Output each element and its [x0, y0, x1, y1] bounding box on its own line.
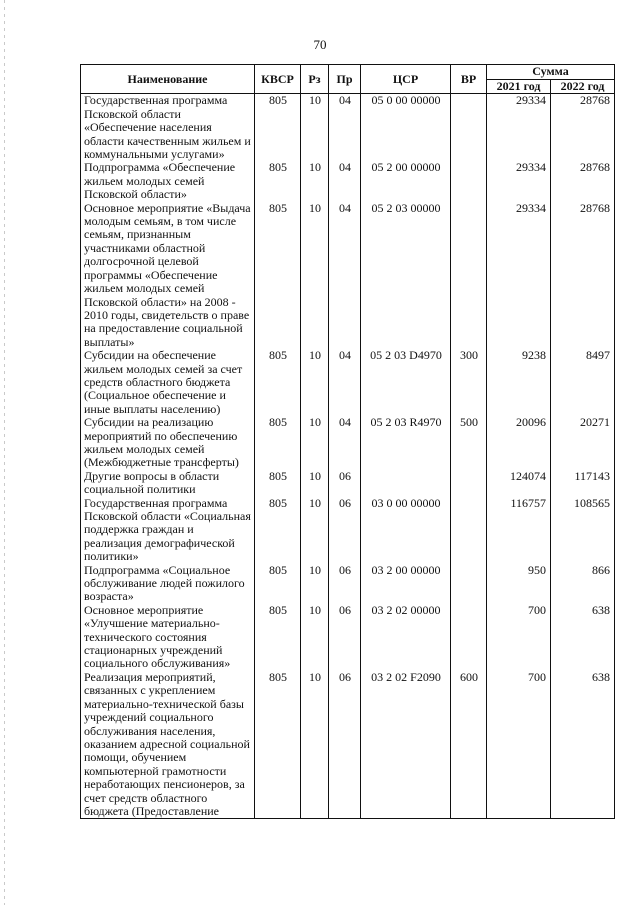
- cell-name: Подпрограмма «Социальное обслуживание людей пожилого возраста»: [81, 564, 255, 604]
- cell-y2022: 638: [551, 604, 615, 671]
- cell-kvsr: 805: [255, 202, 301, 349]
- cell-vr: 300: [451, 349, 487, 416]
- cell-pr: 04: [329, 202, 361, 349]
- cell-pr: 06: [329, 497, 361, 564]
- table-row: [81, 497, 615, 564]
- cell-rz: 10: [301, 604, 329, 671]
- cell-rz: 10: [301, 470, 329, 497]
- cell-y2021: 9238: [487, 349, 551, 416]
- cell-y2022: 866: [551, 564, 615, 604]
- cell-pr: 04: [329, 349, 361, 416]
- cell-kvsr: 805: [255, 349, 301, 416]
- cell-vr: [451, 604, 487, 671]
- cell-kvsr: 805: [255, 564, 301, 604]
- cell-csr: 05 2 03 00000: [361, 202, 451, 349]
- table-row: [81, 202, 615, 349]
- cell-vr: [451, 564, 487, 604]
- cell-y2022: 8497: [551, 349, 615, 416]
- cell-y2022: 28768: [551, 94, 615, 162]
- cell-kvsr: 805: [255, 416, 301, 470]
- table-body: [81, 94, 615, 819]
- cell-vr: [451, 202, 487, 349]
- header-sum: Сумма: [487, 65, 615, 80]
- cell-y2022: 117143: [551, 470, 615, 497]
- table-row: [81, 416, 615, 470]
- table-row: [81, 161, 615, 201]
- cell-vr: [451, 497, 487, 564]
- header-rz: Рз: [301, 65, 329, 94]
- cell-pr: 06: [329, 604, 361, 671]
- header-kvsr: КВСР: [255, 65, 301, 94]
- cell-vr: [451, 161, 487, 201]
- cell-pr: 06: [329, 671, 361, 819]
- cell-name: Государственная программа Псковской области «Социальная поддержка граждан и реализация демографической политики»: [81, 497, 255, 564]
- cell-name: Субсидии на обеспечение жильем молодых семей за счет средств областного бюджета (Социальное обеспечение и иные выплаты населению): [81, 349, 255, 416]
- cell-kvsr: 805: [255, 671, 301, 819]
- cell-pr: 06: [329, 564, 361, 604]
- header-year-2021: 2021 год: [487, 80, 551, 94]
- cell-y2021: 116757: [487, 497, 551, 564]
- cell-csr: [361, 470, 451, 497]
- cell-kvsr: 805: [255, 161, 301, 201]
- cell-y2022: 108565: [551, 497, 615, 564]
- cell-rz: 10: [301, 564, 329, 604]
- header-name: Наименование: [81, 65, 255, 94]
- cell-rz: 10: [301, 94, 329, 162]
- cell-y2022: 28768: [551, 161, 615, 201]
- table-row: [81, 94, 615, 162]
- table-row: [81, 604, 615, 671]
- cell-name: Основное мероприятие «Выдача молодым семьям, в том числе семьям, признанным участниками областной долгосрочной целевой программы «Обеспечение жильем молодых семей Псковской области» на 2008 - 2010 годы, свидетельств о праве на предоставление социальной выплаты»: [81, 202, 255, 349]
- cell-csr: 03 2 02 00000: [361, 604, 451, 671]
- cell-kvsr: 805: [255, 604, 301, 671]
- cell-y2021: 700: [487, 604, 551, 671]
- cell-y2022: 638: [551, 671, 615, 819]
- cell-pr: 04: [329, 94, 361, 162]
- cell-vr: [451, 470, 487, 497]
- cell-name: Другие вопросы в области социальной политики: [81, 470, 255, 497]
- cell-rz: 10: [301, 416, 329, 470]
- cell-rz: 10: [301, 161, 329, 201]
- header-year-2022: 2022 год: [551, 80, 615, 94]
- cell-y2021: 29334: [487, 202, 551, 349]
- cell-y2021: 124074: [487, 470, 551, 497]
- cell-rz: 10: [301, 497, 329, 564]
- table-row: [81, 671, 615, 819]
- cell-csr: 05 2 03 R4970: [361, 416, 451, 470]
- header-vr: ВР: [451, 65, 487, 94]
- cell-y2021: 29334: [487, 161, 551, 201]
- page-number: 70: [313, 37, 327, 52]
- cell-y2021: 29334: [487, 94, 551, 162]
- cell-kvsr: 805: [255, 497, 301, 564]
- cell-name: Реализация мероприятий, связанных с укреплением материально-технической базы учреждений социального обслуживания населения, оказанием адресной социальной помощи, обучением компьютерной грамотности неработающих пенсионеров, за счет средств областного бюджета (Предоставление: [81, 671, 255, 819]
- cell-vr: 600: [451, 671, 487, 819]
- cell-kvsr: 805: [255, 94, 301, 162]
- cell-name: Субсидии на реализацию мероприятий по обеспечению жильем молодых семей (Межбюджетные трансферты): [81, 416, 255, 470]
- scan-edge-artifact: [4, 0, 5, 905]
- cell-name: Государственная программа Псковской области «Обеспечение населения области качественным жильем и коммунальными услугами»: [81, 94, 255, 162]
- cell-rz: 10: [301, 202, 329, 349]
- header-pr: Пр: [329, 65, 361, 94]
- cell-csr: 05 2 00 00000: [361, 161, 451, 201]
- cell-y2022: 20271: [551, 416, 615, 470]
- cell-rz: 10: [301, 671, 329, 819]
- cell-csr: 05 0 00 00000: [361, 94, 451, 162]
- cell-y2021: 950: [487, 564, 551, 604]
- header-csr: ЦСР: [361, 65, 451, 94]
- cell-csr: 03 0 00 00000: [361, 497, 451, 564]
- cell-csr: 05 2 03 D4970: [361, 349, 451, 416]
- cell-vr: [451, 94, 487, 162]
- table-row: [81, 564, 615, 604]
- cell-pr: 04: [329, 161, 361, 201]
- cell-rz: 10: [301, 349, 329, 416]
- cell-pr: 06: [329, 470, 361, 497]
- cell-kvsr: 805: [255, 470, 301, 497]
- table-row: [81, 349, 615, 416]
- cell-y2021: 700: [487, 671, 551, 819]
- cell-csr: 03 2 02 F2090: [361, 671, 451, 819]
- cell-pr: 04: [329, 416, 361, 470]
- cell-csr: 03 2 00 00000: [361, 564, 451, 604]
- cell-name: Подпрограмма «Обеспечение жильем молодых семей Псковской области»: [81, 161, 255, 201]
- cell-y2021: 20096: [487, 416, 551, 470]
- table-row: [81, 470, 615, 497]
- cell-y2022: 28768: [551, 202, 615, 349]
- cell-vr: 500: [451, 416, 487, 470]
- budget-table: [80, 64, 615, 819]
- cell-name: Основное мероприятие «Улучшение материально-технического состояния стационарных учреждений социального обслуживания»: [81, 604, 255, 671]
